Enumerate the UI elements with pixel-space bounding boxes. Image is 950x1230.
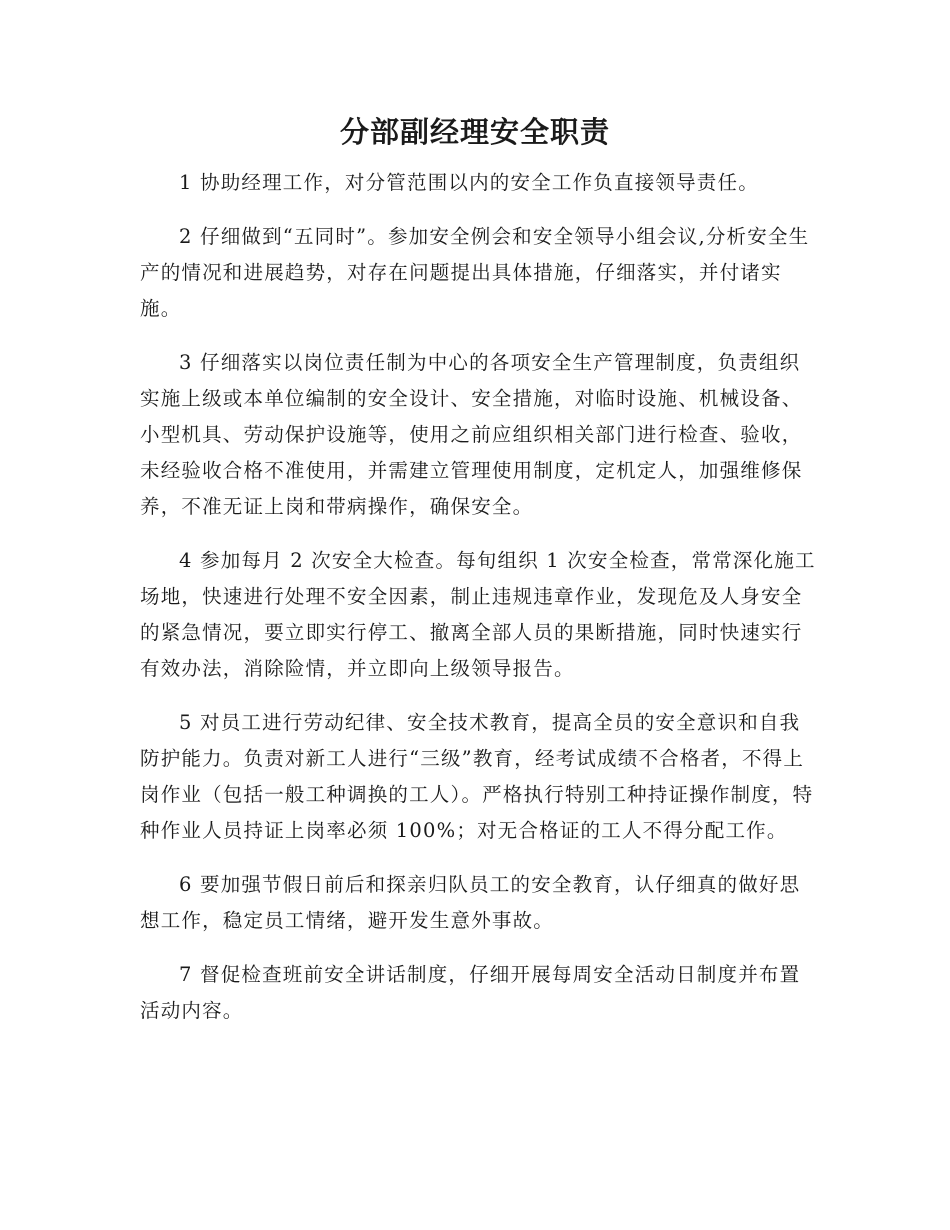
paragraph-5: 5 对员工进行劳动纪律、安全技术教育，提高全员的安全意识和自我防护能力。负责对新工人进行“三级”教育，经考试成绩不合格者，不得上岗作业（包括一般工种调换的工人）。严格执行特别工种持证操作制度，特种作业人员持证上岗率必须 100%；对无合格证的工人不得分配工作。: [140, 711, 814, 842]
document-title: 分部副经理安全职责: [339, 115, 610, 149]
document-body: [140, 165, 820, 1047]
paragraph-4: 4 参加每月 2 次安全大检查。每旬组织 1 次安全检查，常常深化施工场地，快速进行处理不安全因素，制止违规违章作业，发现危及人身安全的紧急情况，要立即实行停工、撤离全部人员的果断措施，同时快速实行有效办法，消除险情，并立即向上级领导报告。: [140, 549, 816, 680]
paragraph-3: 3 仔细落实以岗位责任制为中心的各项安全生产管理制度，负责组织实施上级或本单位编制的安全设计、安全措施，对临时设施、机械设备、小型机具、劳动保护设施等，使用之前应组织相关部门进行检查、验收，未经验收合格不准使用，并需建立管理使用制度，定机定人，加强维修保养，不准无证上岗和带病操作，确保安全。: [140, 351, 803, 518]
paragraph-1: 1 协助经理工作，对分管范围以内的安全工作负直接领导责任。: [179, 171, 759, 194]
paragraph-6: 6 要加强节假日前后和探亲归队员工的安全教育，认仔细真的做好思想工作，稳定员工情绪，避开发生意外事故。: [140, 873, 801, 932]
paragraph-2: 2 仔细做到“五同时”。参加安全例会和安全领导小组会议,分析安全生产的情况和进展趋势，对存在问题提出具体措施，仔细落实，并付诸实施。: [140, 225, 810, 320]
paragraph-7: 7 督促检查班前安全讲话制度，仔细开展每周安全活动日制度并布置活动内容。: [140, 963, 801, 1022]
